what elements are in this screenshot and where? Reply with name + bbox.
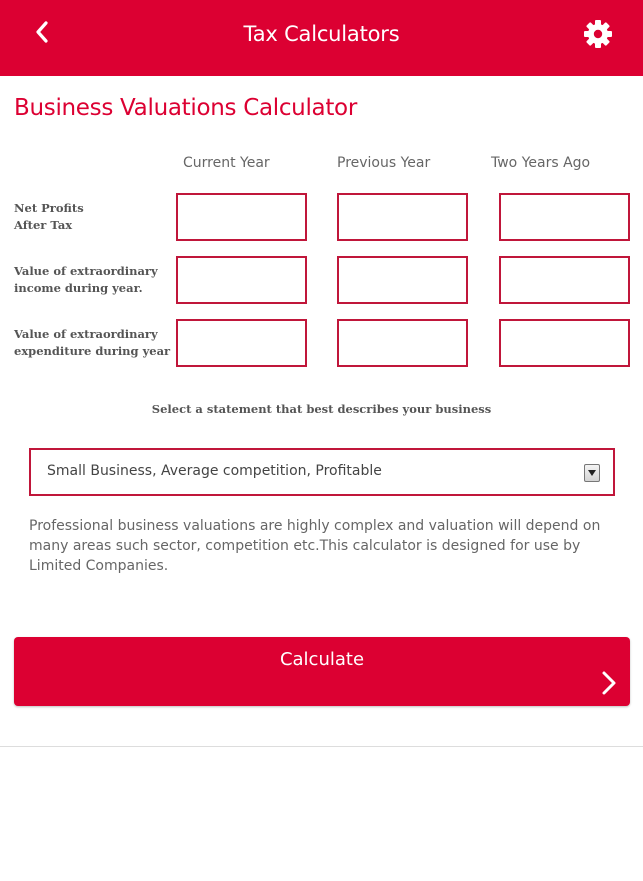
page-title: Business Valuations Calculator xyxy=(14,95,357,121)
divider xyxy=(0,746,643,747)
extraordinary-income-previous-year-input[interactable] xyxy=(337,256,468,304)
extraordinary-expenditure-previous-year-input[interactable] xyxy=(337,319,468,367)
business-statement-select[interactable] xyxy=(29,448,615,496)
extraordinary-income-current-year-input[interactable] xyxy=(176,256,307,304)
app-header xyxy=(0,0,643,76)
extraordinary-income-two-years-ago-input[interactable] xyxy=(499,256,630,304)
info-text: Professional business valuations are highly complex and valuation will depend on many areas such sector, competition etc.This calculator is designed for use by Limited Companies. xyxy=(29,518,601,574)
net-profits-current-year-input[interactable] xyxy=(176,193,307,241)
column-header-current-year: Current Year xyxy=(183,155,270,171)
calculate-button[interactable] xyxy=(14,637,630,706)
row-label-line: income during year. xyxy=(14,281,143,295)
row-label-extraordinary-income xyxy=(14,263,158,297)
row-label-net-profits xyxy=(14,200,84,234)
extraordinary-expenditure-two-years-ago-input[interactable] xyxy=(499,319,630,367)
gear-icon xyxy=(582,18,614,50)
extraordinary-expenditure-current-year-input[interactable] xyxy=(176,319,307,367)
dropdown-arrow-icon[interactable] xyxy=(584,464,600,482)
header-title: Tax Calculators xyxy=(243,22,400,46)
row-label-line: Net Profits xyxy=(14,201,84,215)
statement-select-label: Select a statement that best describes your business xyxy=(151,402,492,416)
chevron-right-icon xyxy=(599,670,619,696)
net-profits-previous-year-input[interactable] xyxy=(337,193,468,241)
calculate-label: Calculate xyxy=(279,649,365,670)
row-label-line: Value of extraordinary xyxy=(14,327,158,341)
net-profits-two-years-ago-input[interactable] xyxy=(499,193,630,241)
row-label-line: After Tax xyxy=(14,218,73,232)
row-label-line: expenditure during year xyxy=(14,344,171,358)
column-header-two-years-ago: Two Years Ago xyxy=(491,155,591,171)
row-label-extraordinary-expenditure xyxy=(14,326,170,360)
business-statement-value: Small Business, Average competition, Profitable xyxy=(47,463,382,479)
column-header-previous-year: Previous Year xyxy=(337,155,431,171)
triangle-down-icon xyxy=(588,470,596,476)
settings-button[interactable] xyxy=(582,18,614,50)
row-label-line: Value of extraordinary xyxy=(14,264,158,278)
